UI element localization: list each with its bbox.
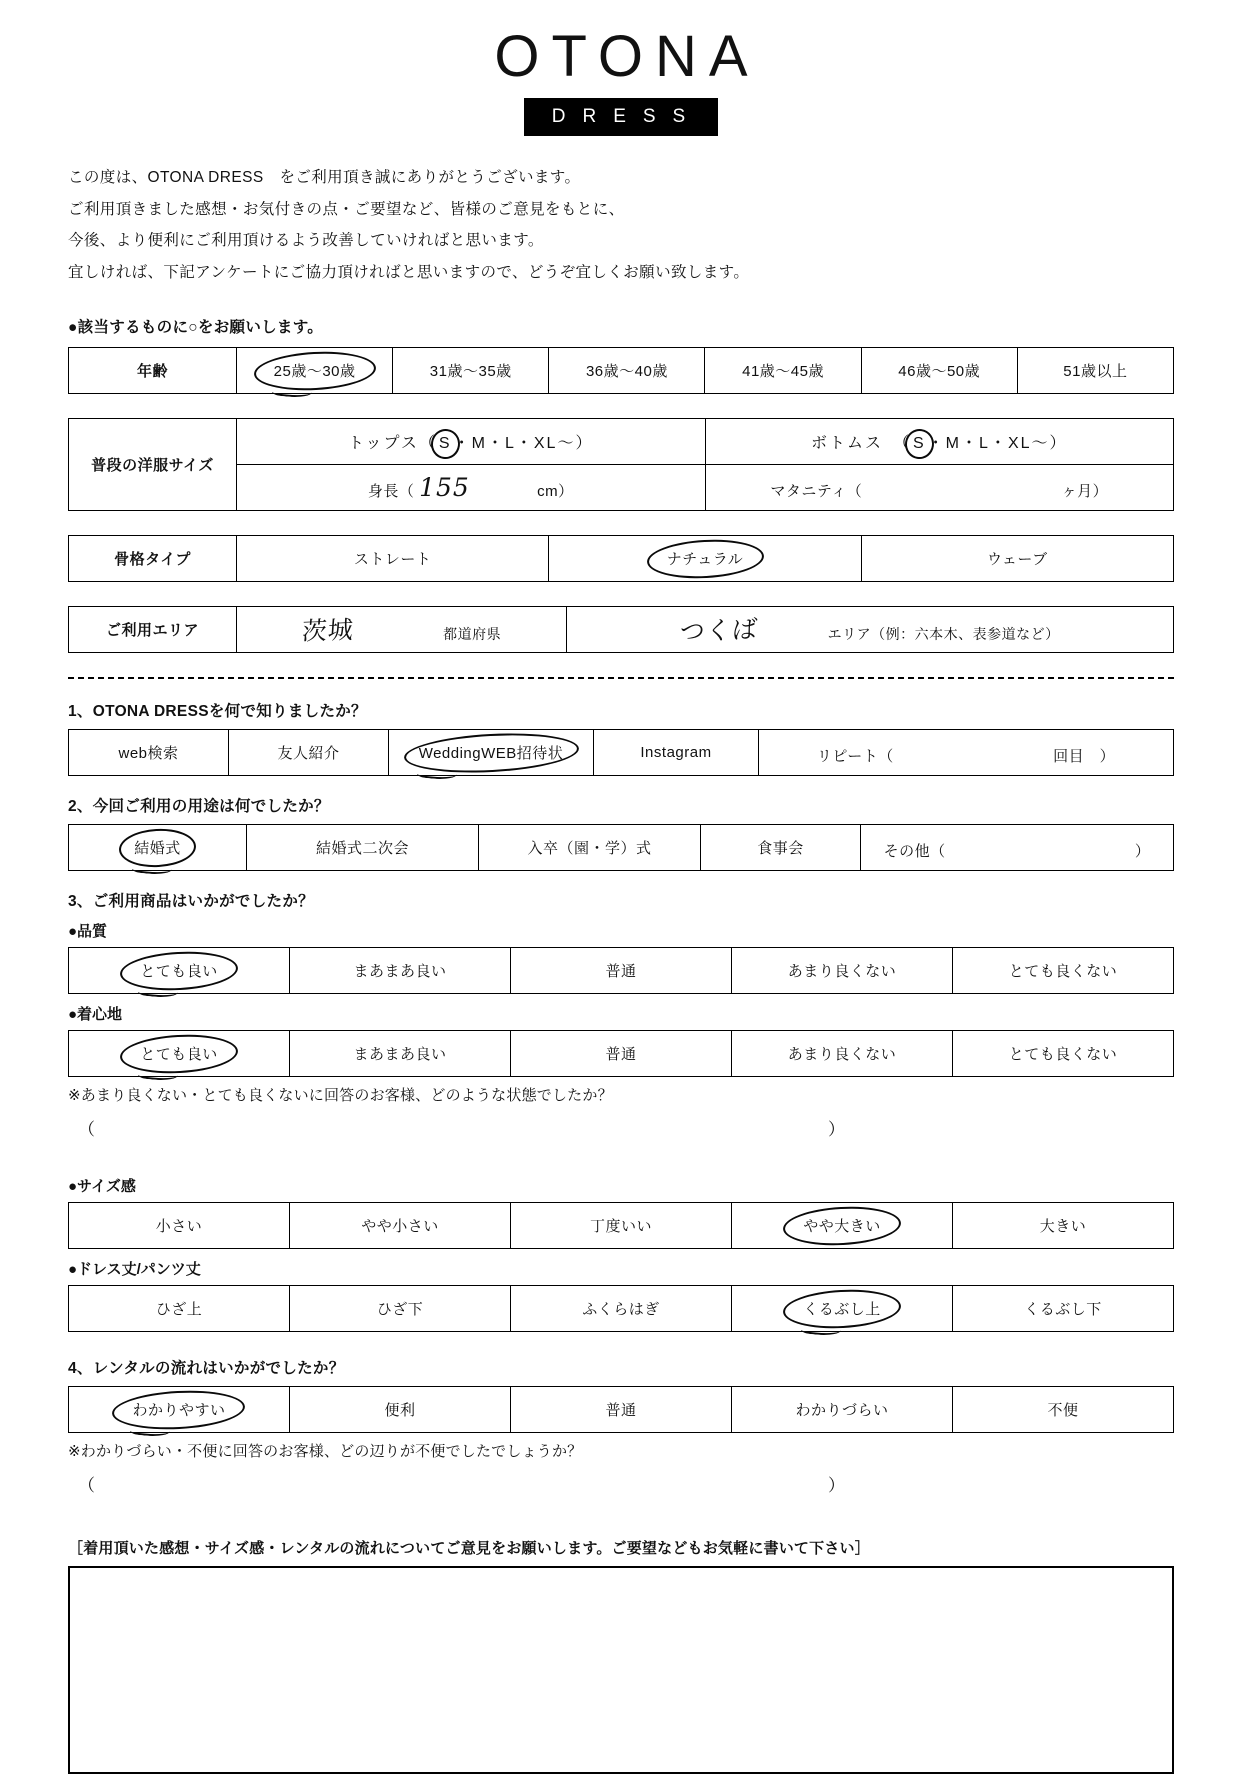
age-option-4[interactable]: 46歳〜50歳 bbox=[861, 347, 1017, 393]
q1-option-1[interactable]: 友人紹介 bbox=[229, 729, 389, 775]
q2-option-1[interactable]: 結婚式二次会 bbox=[247, 824, 479, 870]
comment-textarea[interactable] bbox=[68, 1566, 1174, 1774]
selected-mark: ナチュラル bbox=[661, 547, 750, 570]
section-divider bbox=[68, 677, 1174, 679]
maternity-unit: ヶ月） bbox=[1061, 482, 1109, 500]
intro-line-3: 今後、より便利にご利用頂けるよう改善していければと思います。 bbox=[68, 232, 544, 250]
q2-option-0[interactable] bbox=[69, 824, 247, 870]
open-paren: （ bbox=[78, 1475, 95, 1495]
q3-length-option-2[interactable]: ふくらはぎ bbox=[511, 1285, 732, 1331]
table-row bbox=[69, 1285, 1174, 1331]
brand-header bbox=[68, 0, 1174, 136]
q4-option-3[interactable]: わかりづらい bbox=[732, 1386, 953, 1432]
age-option-1[interactable]: 31歳〜35歳 bbox=[393, 347, 549, 393]
body-type-table bbox=[68, 535, 1174, 582]
bottoms-selected-size: S bbox=[912, 434, 926, 452]
q3-size-feel-option-0[interactable]: 小さい bbox=[69, 1202, 290, 1248]
age-option-2[interactable]: 36歳〜40歳 bbox=[549, 347, 705, 393]
instruction-text: ●該当するものに○をお願いします。 bbox=[68, 318, 324, 336]
q3-length-option-4[interactable]: くるぶし下 bbox=[953, 1285, 1174, 1331]
q4-option-0[interactable] bbox=[69, 1386, 290, 1432]
tops-size-xl-label: XL〜 bbox=[533, 434, 576, 452]
bottoms-size-xl-label: XL〜 bbox=[1007, 434, 1050, 452]
tops-prefix: トップス（ bbox=[348, 434, 437, 452]
table-row bbox=[69, 535, 1174, 581]
q4-table bbox=[68, 1386, 1174, 1433]
q3-quality-option-0[interactable] bbox=[69, 947, 290, 993]
q3-length-label: ●ドレス丈/パンツ丈 bbox=[68, 1260, 201, 1278]
q3-comfort-option-4[interactable]: とても良くない bbox=[953, 1030, 1174, 1076]
age-option-5[interactable]: 51歳以上 bbox=[1017, 347, 1173, 393]
q3-comfort-option-0[interactable] bbox=[69, 1030, 290, 1076]
table-row bbox=[69, 947, 1174, 993]
q4-option-4[interactable]: 不便 bbox=[953, 1386, 1174, 1432]
prefecture-caption: 都道府県 bbox=[443, 626, 502, 643]
selected-mark: WeddingWEB招待状 bbox=[413, 741, 570, 764]
q1-option-0[interactable]: web検索 bbox=[69, 729, 229, 775]
height-value: 155 bbox=[419, 472, 470, 502]
q3-comfort-option-2[interactable]: 普通 bbox=[511, 1030, 732, 1076]
brand-name: OTONA bbox=[494, 24, 760, 89]
selected-mark: わかりやすい bbox=[126, 1398, 231, 1421]
q4-option-2[interactable]: 普通 bbox=[511, 1386, 732, 1432]
q4-answer-line[interactable] bbox=[68, 1471, 1174, 1497]
selected-mark: とても良い bbox=[134, 959, 224, 982]
bottoms-size-m-label: M bbox=[945, 434, 961, 452]
intro-line-2: ご利用頂きました感想・お気付きの点・ご要望など、皆様のご意見をもとに、 bbox=[68, 200, 625, 218]
q3-quality-option-2[interactable]: 普通 bbox=[511, 947, 732, 993]
prefecture-cell[interactable] bbox=[237, 606, 567, 652]
q3-quality-label: ●品質 bbox=[68, 922, 108, 940]
q3-title: 3、ご利用商品はいかがでしたか？ bbox=[68, 892, 314, 910]
q3-size-feel-option-1[interactable]: やや小さい bbox=[290, 1202, 511, 1248]
bottoms-size-text bbox=[811, 435, 1068, 452]
q3-length-table bbox=[68, 1285, 1174, 1332]
tops-size-cell[interactable] bbox=[237, 418, 706, 464]
age-row-label: 年齢 bbox=[69, 347, 237, 393]
q1-title: 1、OTONA DRESSを何で知りましたか？ bbox=[68, 702, 367, 720]
area-caption: エリア（例：六本木、表参道など） bbox=[827, 626, 1060, 643]
body-type-option-1[interactable] bbox=[549, 535, 861, 581]
q3-comfort-option-3[interactable]: あまり良くない bbox=[732, 1030, 953, 1076]
tops-size-l-label: L bbox=[504, 434, 516, 452]
q3-quality-option-1[interactable]: まあまあ良い bbox=[290, 947, 511, 993]
maternity-label: マタニティ（ bbox=[770, 482, 863, 500]
tops-size-m: ・ bbox=[453, 434, 472, 452]
q3-comfort-answer-line[interactable] bbox=[68, 1115, 1174, 1141]
tops-selected-size: S bbox=[438, 434, 452, 452]
bottoms-sep-1: ・ bbox=[927, 434, 946, 452]
q2-title: 2、今回ご利用の用途は何でしたか？ bbox=[68, 797, 330, 815]
q1-option-2[interactable] bbox=[389, 729, 594, 775]
q2-option-2[interactable]: 入卒（園・学）式 bbox=[479, 824, 701, 870]
intro-line-1: この度は、OTONA DRESS をご利用頂き誠にありがとうございます。 bbox=[68, 168, 581, 186]
intro-line-4: 宜しければ、下記アンケートにご協力頂ければと思いますので、どうぞ宜しくお願い致します。 bbox=[68, 264, 750, 282]
bottoms-size-l-label: L bbox=[979, 434, 990, 452]
tops-sep-3: ・ bbox=[515, 434, 534, 452]
q1-table bbox=[68, 729, 1174, 776]
maternity-cell[interactable] bbox=[705, 464, 1174, 510]
table-row bbox=[69, 1202, 1174, 1248]
q1-repeat-cell[interactable] bbox=[759, 729, 1174, 775]
table-row bbox=[69, 347, 1174, 393]
q2-table bbox=[68, 824, 1174, 871]
selected-mark: くるぶし上 bbox=[797, 1297, 887, 1320]
table-row bbox=[69, 1386, 1174, 1432]
bottoms-prefix: ボトムス （ bbox=[810, 434, 911, 452]
area-row-label: ご利用エリア bbox=[69, 606, 237, 652]
q3-size-feel-table bbox=[68, 1202, 1174, 1249]
q3-size-feel-label: ●サイズ感 bbox=[68, 1177, 136, 1195]
q1-option-3[interactable]: Instagram bbox=[594, 729, 759, 775]
q4-note: ※わかりづらい・不便に回答のお客様、どの辺りが不便でしたでしょうか？ bbox=[68, 1442, 583, 1460]
table-row bbox=[69, 824, 1174, 870]
height-cell[interactable] bbox=[237, 464, 706, 510]
bottoms-sep-3: ・ bbox=[989, 434, 1008, 452]
comment-title: ［着用頂いた感想・サイズ感・レンタルの流れについてご意見をお願いします。ご要望などもお気軽に書いて下さい］ bbox=[68, 1539, 870, 1557]
intro-paragraph bbox=[68, 162, 1174, 289]
q3-length-option-0[interactable]: ひざ上 bbox=[69, 1285, 290, 1331]
q3-size-feel-option-2[interactable]: 丁度いい bbox=[511, 1202, 732, 1248]
prefecture-value: 茨城 bbox=[300, 615, 355, 647]
clothing-size-row-label: 普段の洋服サイズ bbox=[69, 418, 237, 510]
area-table bbox=[68, 606, 1174, 653]
open-paren: （ bbox=[78, 1119, 95, 1139]
q2-other-suffix: ） bbox=[1134, 842, 1151, 860]
age-option-0[interactable] bbox=[237, 347, 393, 393]
tops-sep-2: ・ bbox=[486, 434, 505, 452]
close-paren: ） bbox=[828, 1475, 845, 1495]
table-row bbox=[69, 1030, 1174, 1076]
close-paren: ） bbox=[828, 1119, 845, 1139]
q1-repeat-prefix: リピート（ bbox=[816, 747, 894, 765]
selected-mark: 25歳〜30歳 bbox=[268, 359, 362, 382]
height-unit: cm） bbox=[537, 482, 574, 500]
brand-subtitle: DRESS bbox=[524, 98, 718, 136]
q3-quality-option-4[interactable]: とても良くない bbox=[953, 947, 1174, 993]
selected-mark: とても良い bbox=[134, 1042, 224, 1065]
q3-quality-option-3[interactable]: あまり良くない bbox=[732, 947, 953, 993]
age-option-3[interactable]: 41歳〜45歳 bbox=[705, 347, 861, 393]
q3-size-feel-option-3[interactable] bbox=[732, 1202, 953, 1248]
clothing-size-table bbox=[68, 418, 1174, 511]
body-type-option-0[interactable]: ストレート bbox=[237, 535, 549, 581]
body-type-row-label: 骨格タイプ bbox=[69, 535, 237, 581]
age-table bbox=[68, 347, 1174, 394]
q2-other-cell[interactable] bbox=[861, 824, 1174, 870]
q4-option-1[interactable]: 便利 bbox=[290, 1386, 511, 1432]
q1-repeat-suffix: 回目 ） bbox=[1053, 747, 1116, 765]
bottoms-suffix: ） bbox=[1049, 434, 1068, 452]
body-type-option-2[interactable]: ウェーブ bbox=[861, 535, 1173, 581]
q3-quality-table bbox=[68, 947, 1174, 994]
bottoms-size-cell[interactable] bbox=[705, 418, 1174, 464]
q3-length-option-3[interactable] bbox=[732, 1285, 953, 1331]
table-row bbox=[69, 418, 1174, 464]
q3-comfort-option-1[interactable]: まあまあ良い bbox=[290, 1030, 511, 1076]
q4-title: 4、レンタルの流れはいかがでしたか？ bbox=[68, 1359, 345, 1377]
q3-size-feel-option-4[interactable]: 大きい bbox=[953, 1202, 1174, 1248]
tops-size-text bbox=[348, 435, 593, 452]
q3-comfort-label: ●着心地 bbox=[68, 1005, 123, 1023]
tops-size-m-label: M bbox=[471, 434, 487, 452]
q3-comfort-note: ※あまり良くない・とても良くないに回答のお客様、どのような状態でしたか？ bbox=[68, 1086, 613, 1104]
area-value: つくば bbox=[679, 614, 760, 647]
height-label: 身長（ bbox=[367, 482, 415, 500]
bottoms-sep-2: ・ bbox=[961, 434, 980, 452]
q2-option-3[interactable]: 食事会 bbox=[701, 824, 861, 870]
q3-comfort-table bbox=[68, 1030, 1174, 1077]
tops-suffix: ） bbox=[575, 434, 594, 452]
table-row bbox=[69, 729, 1174, 775]
q2-other-prefix: その他（ bbox=[883, 842, 946, 860]
selected-mark: 結婚式 bbox=[128, 836, 187, 859]
area-cell[interactable] bbox=[567, 606, 1174, 652]
selected-mark: やや大きい bbox=[797, 1214, 887, 1237]
table-row bbox=[69, 606, 1174, 652]
q3-length-option-1[interactable]: ひざ下 bbox=[290, 1285, 511, 1331]
